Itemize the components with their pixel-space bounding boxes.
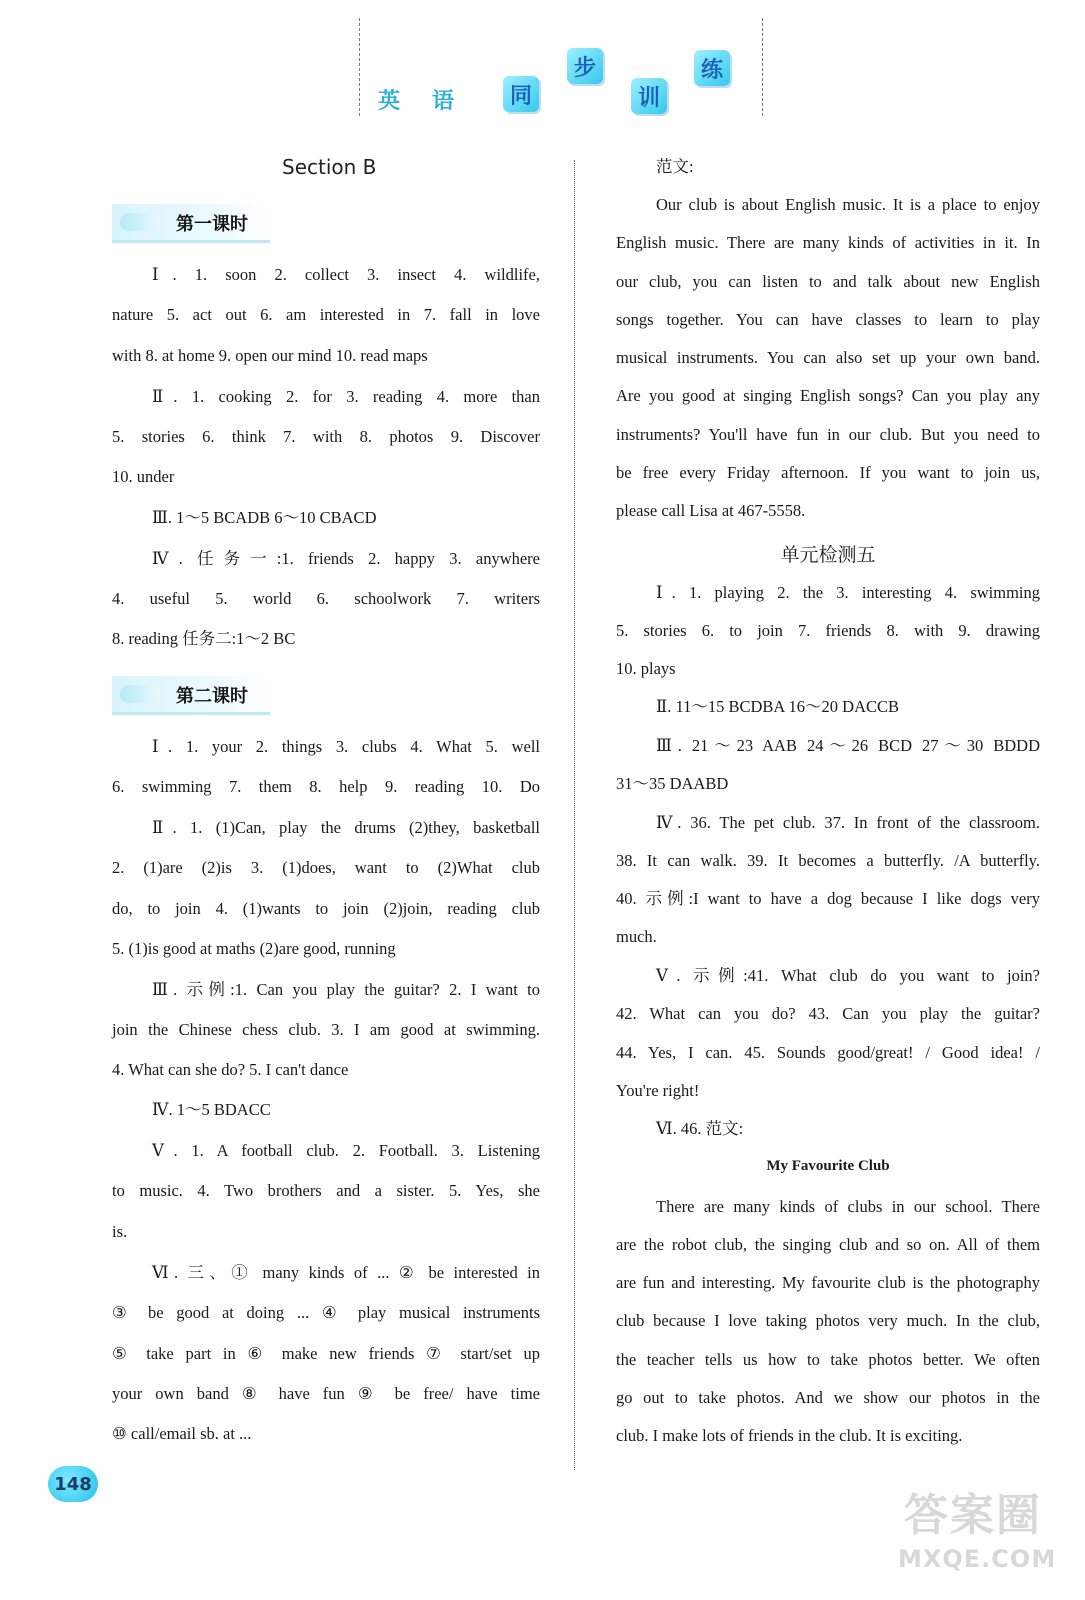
answer-line: do, to join 4. (1)wants to join (2)join, reading club [112, 899, 540, 918]
header-tile: 同 [503, 76, 539, 112]
essay-line: the teacher tells us how to take photos better. We often [616, 1350, 1040, 1369]
answer-line: your own band ⑧ have fun ⑨ be free/ have time [112, 1384, 540, 1403]
lesson-heading [112, 204, 270, 243]
answer-line: much. [616, 927, 657, 946]
lesson-title: 第一课时 [176, 214, 248, 235]
answer-line: Ⅲ. 示例:1. Can you play the guitar? 2. I want to [152, 980, 540, 999]
answer-line: Ⅱ. 11～15 BCDBA 16～20 DACCB [656, 697, 900, 716]
lesson-heading [112, 676, 270, 715]
answer-line: Ⅲ. 21～23 AAB 24～26 BCD 27～30 BDDD [656, 736, 1040, 755]
answer-line: You're right! [616, 1081, 700, 1100]
answer-line: songs together. You can have classes to learn to play [616, 310, 1040, 329]
unit-test-title: 单元检测五 [780, 544, 876, 566]
answer-line: Ⅴ. 1. A football club. 2. Football. 3. Listening [152, 1141, 540, 1160]
answer-line: our club, you can listen to and talk about new English [616, 272, 1040, 291]
answer-line: Ⅱ. 1. (1)Can, play the drums (2)they, basketball [152, 818, 540, 837]
answer-line: instruments? You'll have fun in our club. But you need to [616, 425, 1040, 444]
answer-line: Ⅴ. 示例:41. What club do you want to join? [656, 966, 1040, 985]
header-tile: 步 [567, 48, 603, 84]
answer-line: 2. (1)are (2)is 3. (1)does, want to (2)What club [112, 858, 540, 877]
answer-line: 31～35 DAABD [616, 774, 729, 793]
answer-line: Ⅵ. 三、① many kinds of ... ② be interested in [152, 1263, 540, 1282]
section-title: Section B [282, 155, 377, 179]
answer-line: with 8. at home 9. open our mind 10. read maps [112, 346, 428, 365]
answer-line: 38. It can walk. 39. It becomes a butterfly. /A butterfly. [616, 851, 1040, 870]
watermark-url: MXQE.COM [898, 1545, 1057, 1573]
answer-line: Ⅵ. 46. 范文: [656, 1119, 744, 1138]
answer-line: Ⅰ. 1. soon 2. collect 3. insect 4. wildlife, [152, 265, 540, 284]
answer-line: join the Chinese chess club. 3. I am good at swimming. [112, 1020, 540, 1039]
answer-line: please call Lisa at 467-5558. [616, 501, 806, 520]
answer-line: Ⅲ. 1～5 BCADB 6～10 CBACD [152, 508, 377, 527]
answer-line: ⑤ take part in ⑥ make new friends ⑦ start/set up [112, 1344, 540, 1363]
answer-line: English music. There are many kinds of activities in it. In [616, 233, 1040, 252]
answer-line: 5. stories 6. think 7. with 8. photos 9. Discover [112, 427, 540, 446]
answer-line: Our club is about English music. It is a place to enjoy [656, 195, 1040, 214]
answer-line: Ⅳ. 任务一:1. friends 2. happy 3. anywhere [152, 549, 540, 568]
answer-line: be free every Friday afternoon. If you want to join us, [616, 463, 1040, 482]
answer-line: musical instruments. You can also set up your own band. [616, 348, 1040, 367]
answer-line: Ⅰ. 1. playing 2. the 3. interesting 4. swimming [656, 583, 1040, 602]
answer-line: Ⅳ. 36. The pet club. 37. In front of the classroom. [656, 813, 1040, 832]
answer-line: 5. (1)is good at maths (2)are good, running [112, 939, 396, 958]
watermark [898, 1488, 1057, 1592]
answer-line: nature 5. act out 6. am interested in 7. fall in love [112, 305, 540, 324]
answer-line: 5. stories 6. to join 7. friends 8. with 9. drawing [616, 621, 1040, 640]
header-divider [359, 18, 360, 116]
column-divider [574, 160, 575, 1470]
answer-line: 4. What can she do? 5. I can't dance [112, 1060, 349, 1079]
lesson-title: 第二课时 [176, 686, 248, 707]
header-char: 英 [378, 89, 401, 114]
essay-line: club because I love taking photos very much. In the club, [616, 1311, 1040, 1330]
answer-line: 6. swimming 7. them 8. help 9. reading 10. Do [112, 777, 540, 796]
answer-line: Ⅰ. 1. your 2. things 3. clubs 4. What 5. well [152, 737, 540, 756]
page-number: 148 [48, 1466, 98, 1502]
answer-line: 44. Yes, I can. 45. Sounds good/great! / Good idea! / [616, 1043, 1040, 1062]
answer-line: 8. reading 任务二:1～2 BC [112, 629, 296, 648]
essay-title: My Favourite Club [766, 1158, 890, 1174]
header-char: 语 [432, 89, 455, 114]
page-header [0, 0, 1085, 130]
header-tile: 训 [631, 78, 667, 114]
answer-line: 范文: [656, 157, 694, 176]
answer-line: to music. 4. Two brothers and a sister. 5. Yes, she [112, 1181, 540, 1200]
essay-line: club. I make lots of friends in the club. It is exciting. [616, 1426, 963, 1445]
watermark-text: 答案圈 [904, 1490, 1042, 1541]
essay-line: are the robot club, the singing club and so on. All of them [616, 1235, 1040, 1254]
lesson-arrow-icon [120, 685, 160, 703]
answer-line: 10. plays [616, 659, 676, 678]
answer-line: is. [112, 1222, 128, 1241]
essay-line: go out to take photos. And we show our photos in the [616, 1388, 1040, 1407]
answer-line: ③ be good at doing ... ④ play musical instruments [112, 1303, 540, 1322]
header-divider [762, 18, 763, 116]
header-tile: 练 [694, 50, 730, 86]
answer-line: Ⅱ. 1. cooking 2. for 3. reading 4. more than [152, 387, 540, 406]
answer-line: 42. What can you do? 43. Can you play the guitar? [616, 1004, 1040, 1023]
answer-line: 4. useful 5. world 6. schoolwork 7. writers [112, 589, 540, 608]
answer-line: Are you good at singing English songs? Can you play any [616, 386, 1040, 405]
essay-line: There are many kinds of clubs in our school. There [656, 1197, 1040, 1216]
answer-line: 40. 示例:I want to have a dog because I like dogs very [616, 889, 1040, 908]
answer-line: 10. under [112, 467, 175, 486]
answer-line: Ⅳ. 1～5 BDACC [152, 1100, 271, 1119]
answer-line: ⑩ call/email sb. at ... [112, 1424, 252, 1443]
essay-line: are fun and interesting. My favourite club is the photography [616, 1273, 1040, 1292]
lesson-arrow-icon [120, 213, 160, 231]
